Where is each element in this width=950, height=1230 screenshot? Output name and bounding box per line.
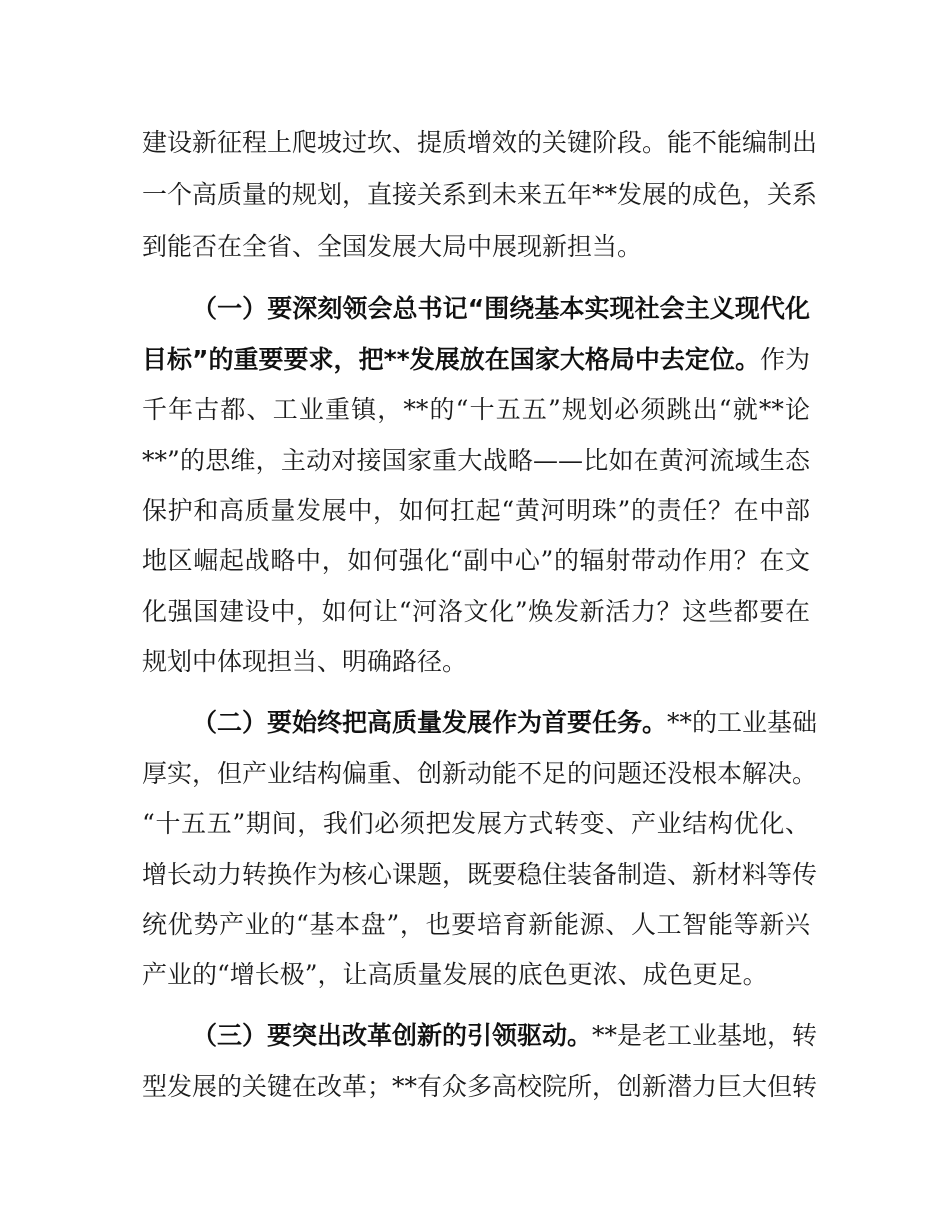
p2-line-5: 统优势产业的“基本盘”，也要培育新能源、人工智能等新兴 [142,910,810,939]
p2-line-6: 产业的“增长极”，让高质量发展的底色更浓、成色更足。 [142,960,768,989]
p1-line-7: 化强国建设中，如何让“河洛文化”焕发新活力？这些都要在 [142,597,810,626]
p1-line-5: 保护和高质量发展中，如何扛起“黄河明珠”的责任？在中部 [142,496,810,525]
p2-line-2: 厚实，但产业结构偏重、创新动能不足的问题还没根本解决。 [142,759,818,788]
p3-line-1-rest: **是老工业基地，转 [592,1021,818,1050]
p3-heading: （三）要突出改革创新的引领驱动。 [192,1021,593,1050]
p3-line-2: 型发展的关键在改革；**有众多高校院所，创新潜力巨大但转 [142,1072,818,1101]
intro-line-3: 到能否在全省、全国发展大局中展现新担当。 [142,232,643,261]
p1-line-2 [142,340,810,380]
p2-line-1 [192,703,818,743]
p1-heading-part-2: 目标”的重要要求，把**发展放在国家大格局中去定位。 [142,345,760,374]
p1-heading-part-1: （一）要深刻领会总书记“围绕基本实现社会主义现代化 [192,294,810,323]
p1-line-3: 千年古都、工业重镇，**的“十五五”规划必须跳出“就**论 [142,395,810,424]
intro-line-2: 一个高质量的规划，直接关系到未来五年**发展的成色，关系 [142,180,818,209]
p2-line-3: “十五五”期间，我们必须把发展方式转变、产业结构优化、 [142,809,810,838]
p1-line-4: **”的思维，主动对接国家重大战略——比如在黄河流域生态 [142,446,810,475]
p2-line-1-rest: **的工业基础 [667,708,818,737]
p1-heading-line-1 [192,289,810,329]
p2-heading: （二）要始终把高质量发展作为首要任务。 [192,708,668,737]
p1-line-6: 地区崛起战略中，如何强化“副中心”的辐射带动作用？在文 [142,546,810,575]
p1-line-2-rest: 作为 [759,345,810,374]
p2-line-4: 增长动力转换作为核心课题，既要稳住装备制造、新材料等传 [142,860,818,889]
intro-line-1: 建设新征程上爬坡过坎、提质增效的关键阶段。能不能编制出 [142,128,818,157]
p3-line-1 [192,1016,818,1056]
p1-line-8: 规划中体现担当、明确路径。 [142,647,468,676]
